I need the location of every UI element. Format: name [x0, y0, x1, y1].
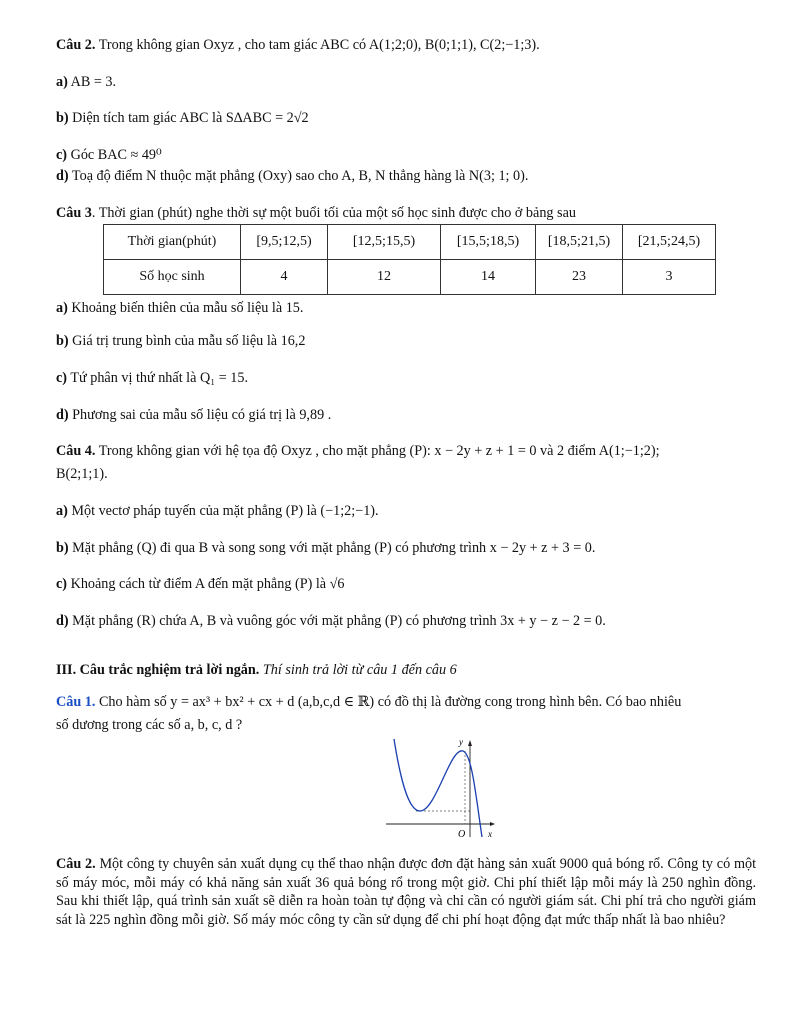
q3-item-c: c) Tứ phân vị thứ nhất là Q₁ = 15.	[56, 369, 248, 386]
cubic-graph-figure	[56, 737, 756, 841]
q2-item-c: c) Góc BAC ≈ 49⁰	[56, 147, 162, 164]
q4-item-a: a) Một vectơ pháp tuyến của mặt phẳng (P) là (−1;2;−1).	[56, 502, 379, 519]
s3-q1-stem	[56, 693, 756, 712]
table-cell-count: 3	[623, 260, 716, 295]
table-cell-count: 14	[441, 260, 536, 295]
q3-item-d: d) Phương sai của mẫu số liệu có giá trị là 9,89 .	[56, 406, 332, 423]
q4-item-d: d) Mặt phẳng (R) chứa A, B và vuông góc với mặt phẳng (P) có phương trình 3x + y − z − 2 = 0.	[56, 613, 606, 630]
q3-stem-text: . Thời gian (phút) nghe thời sự một buổi tối của một số học sinh được cho ở bảng sau	[91, 204, 576, 221]
q3-item-b: b) Giá trị trung bình của mẫu số liệu là 16,2	[56, 333, 306, 350]
section3-instruction: Thí sinh trả lời từ câu 1 đến câu 6	[262, 661, 457, 678]
y-axis-arrow	[468, 740, 472, 746]
q4-item-b: b) Mặt phẳng (Q) đi qua B và song song với mặt phẳng (P) có phương trình x − 2y + z + 3 = 0.	[56, 539, 596, 556]
s3-q2	[56, 855, 756, 930]
table-cell-interval: [18,5;21,5)	[536, 225, 623, 260]
s3-q1-text: Cho hàm số y = ax³ + bx² + cx + d (a,b,c,d ∈ ℝ) có đồ thị là đường cong trong hình bên. Có bao nhiêu	[98, 694, 682, 711]
table-cell-count: 4	[241, 260, 328, 295]
x-axis-arrow	[490, 822, 495, 826]
q4-stem-line2: B(2;1;1).	[56, 466, 108, 483]
s3-q2-text: Một công ty chuyên sản xuất dụng cụ thể thao nhận được đơn đặt hàng sản xuất 9000 quả bóng rổ. Công ty có một số máy móc, mỗi máy có khả năng sản xuất 36 quả bóng rổ trong một giờ. Chi phí thiết lập mỗi máy là 250 nghìn đồng. Sau khi thiết lập, quá trình sản xuất sẽ diễn ra hoàn toàn tự động và chỉ cần có người giám sát. Chi phí trả cho người giám sát là 225 nghìn đồng mỗi giờ. Số máy móc công ty cần sử dụng để chi phí hoạt động đạt mức thấp nhất là bao nhiêu?	[56, 855, 757, 929]
cubic-curve	[394, 736, 482, 837]
x-axis-label: x	[488, 828, 492, 839]
table-cell-count: 23	[536, 260, 623, 295]
table-header-time: Thời gian(phút)	[104, 225, 241, 260]
q3-frequency-table	[103, 224, 716, 295]
q3-item-a: a) Khoảng biến thiên của mẫu số liệu là 15.	[56, 300, 304, 317]
q4-stem-text: Trong không gian với hệ tọa độ Oxyz , cho mặt phẳng (P): x − 2y + z + 1 = 0 và 2 điểm A(1;−1;2);	[98, 443, 660, 460]
q4-item-c: c) Khoảng cách từ điểm A đến mặt phẳng (P) là √6	[56, 576, 345, 593]
table-row	[104, 260, 716, 295]
s3-q2-label: Câu 2.	[56, 855, 96, 872]
q2-label: Câu 2.	[56, 37, 96, 53]
table-cell-interval: [21,5;24,5)	[623, 225, 716, 260]
q3-stem	[56, 204, 756, 223]
q2-stem-text: Trong không gian Oxyz , cho tam giác ABC có A(1;2;0), B(0;1;1), C(2;−1;3).	[98, 37, 540, 53]
table-cell-count: 12	[328, 260, 441, 295]
table-cell-interval: [9,5;12,5)	[241, 225, 328, 260]
table-row	[104, 225, 716, 260]
table-cell-interval: [15,5;18,5)	[441, 225, 536, 260]
q2-item-a: a) AB = 3.	[56, 73, 117, 90]
s3-q1-label: Câu 1.	[56, 694, 96, 711]
y-axis-label: y	[459, 736, 463, 747]
q4-label: Câu 4.	[56, 443, 96, 460]
q2-item-d: d) Toạ độ điểm N thuộc mặt phẳng (Oxy) sao cho A, B, N thẳng hàng là N(3; 1; 0).	[56, 167, 529, 184]
q2-item-b: b) Diện tích tam giác ABC là S∆ABC = 2√2	[56, 110, 309, 127]
section3-title: III. Câu trắc nghiệm trả lời ngắn.	[56, 661, 260, 678]
q2-stem	[56, 36, 756, 55]
document-page	[56, 36, 756, 930]
q4-stem	[56, 442, 756, 461]
origin-label: O	[458, 828, 466, 840]
table-header-students: Số học sinh	[104, 260, 241, 295]
table-cell-interval: [12,5;15,5)	[328, 225, 441, 260]
section3-heading	[56, 661, 756, 680]
s3-q1-text-line2: số dương trong các số a, b, c, d ?	[56, 717, 243, 734]
cubic-graph	[386, 737, 506, 841]
q3-label: Câu 3	[56, 204, 92, 221]
